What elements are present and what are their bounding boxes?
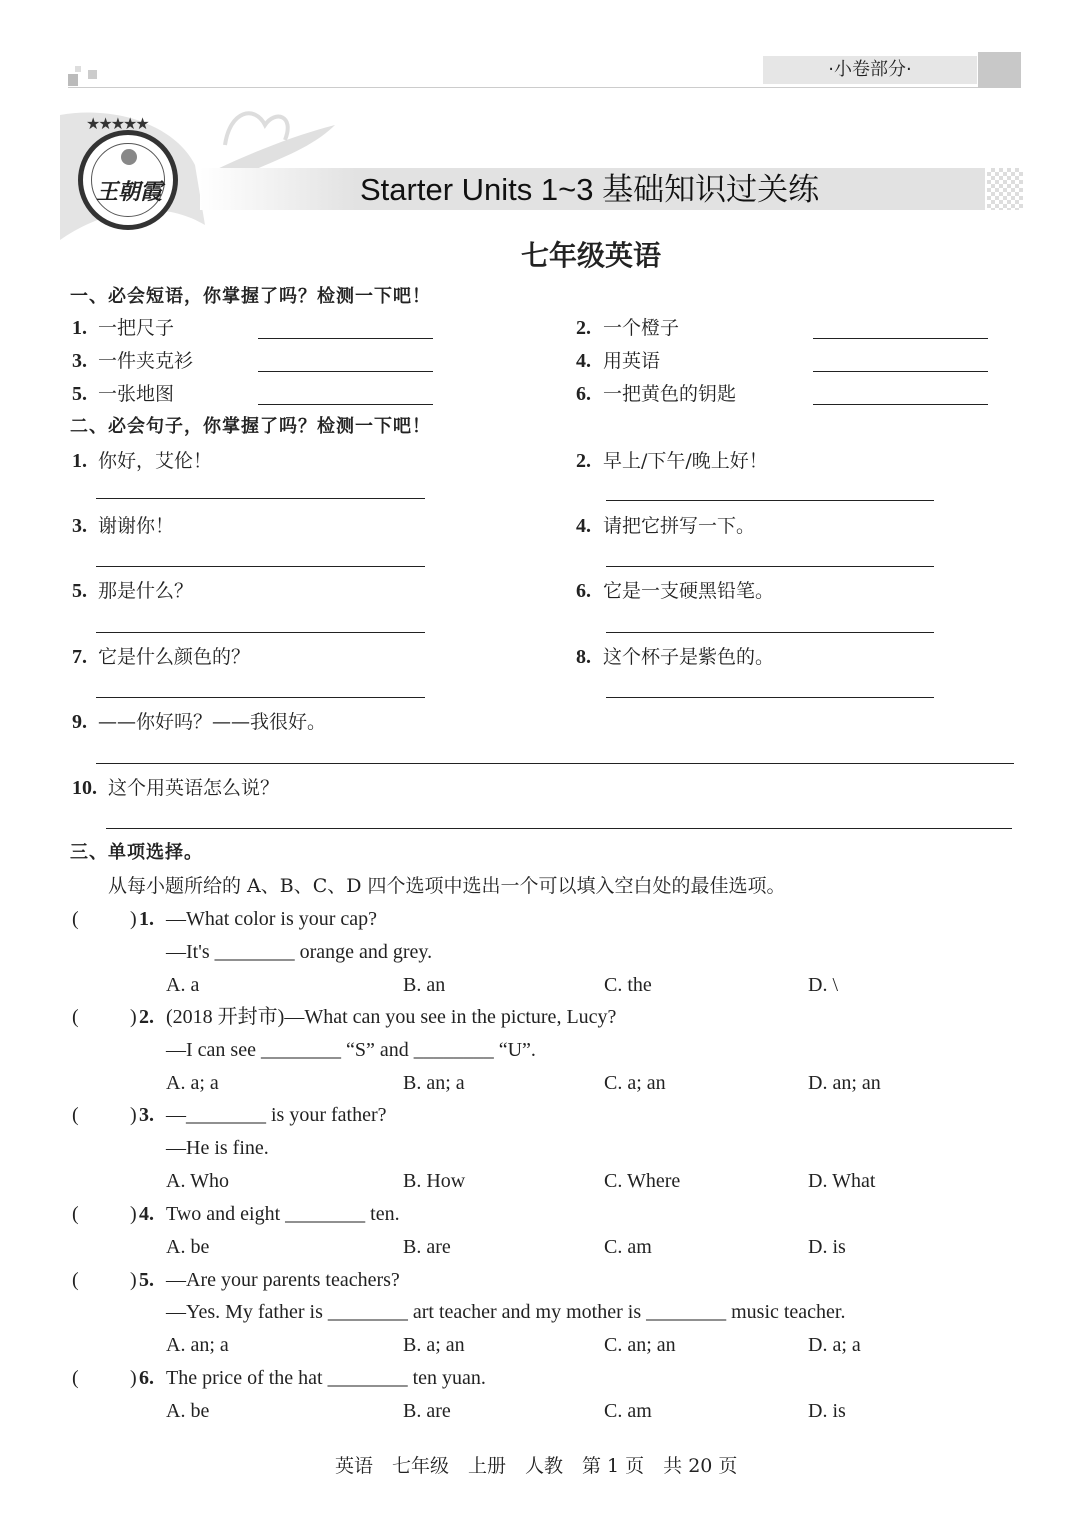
option-b[interactable]: B. an — [403, 974, 446, 996]
option-c[interactable]: C. Where — [604, 1170, 681, 1192]
option-b[interactable]: B. are — [403, 1236, 451, 1258]
section3-title: 三、单项选择。 — [70, 842, 203, 863]
question-line: Two and eight ________ ten. — [166, 1203, 400, 1225]
section-tag-block — [978, 52, 1021, 88]
question-line: —________ is your father? — [166, 1104, 387, 1126]
answer-blank[interactable] — [258, 371, 433, 372]
page-footer: 英语 七年级 上册 人教 第 1 页 共 20 页 — [335, 1455, 738, 1477]
answer-paren-open[interactable]: ( — [72, 1367, 79, 1389]
option-d[interactable]: D. a; a — [808, 1334, 861, 1356]
answer-blank[interactable] — [813, 338, 988, 339]
option-d[interactable]: D. is — [808, 1236, 846, 1258]
answer-line[interactable] — [606, 500, 934, 501]
item-text: 一件夹克衫 — [98, 350, 194, 372]
item-number: 3. — [72, 515, 87, 537]
logo-seal — [78, 130, 178, 230]
item-number: 7. — [72, 646, 87, 668]
answer-paren-close[interactable]: ) — [130, 1104, 137, 1126]
item-text: 请把它拼写一下。 — [603, 515, 756, 537]
answer-line[interactable] — [96, 498, 425, 499]
logo-text: 王朝霞 — [95, 179, 162, 205]
question-line: —What color is your cap? — [166, 908, 378, 930]
option-b[interactable]: B. How — [403, 1170, 466, 1192]
item-number: 4. — [576, 515, 591, 537]
item-number: 6. — [576, 580, 591, 602]
answer-paren-close[interactable]: ) — [130, 1006, 137, 1028]
question-number: 6. — [139, 1367, 154, 1389]
question-line: —I can see ________ “S” and ________ “U”. — [166, 1039, 536, 1061]
answer-paren-close[interactable]: ) — [130, 1367, 137, 1389]
option-d[interactable]: D. an; an — [808, 1072, 881, 1094]
option-c[interactable]: C. the — [604, 974, 652, 996]
logo-stars-icon: ★★★★★ — [86, 114, 148, 133]
option-d[interactable]: D. \ — [808, 974, 838, 996]
item-number: 10. — [72, 777, 97, 799]
option-b[interactable]: B. are — [403, 1400, 451, 1422]
item-number: 2. — [576, 450, 591, 472]
item-text: 你好，艾伦！ — [98, 450, 213, 472]
option-a[interactable]: A. a — [166, 974, 200, 996]
section-tag: ·小卷部分· — [763, 56, 977, 84]
item-text: 一把尺子 — [98, 317, 175, 339]
question-number: 1. — [139, 908, 154, 930]
answer-paren-close[interactable]: ) — [130, 908, 137, 930]
item-text: 一个橙子 — [603, 317, 680, 339]
answer-blank[interactable] — [813, 371, 988, 372]
item-text: 用英语 — [603, 350, 661, 372]
option-a[interactable]: A. be — [166, 1236, 210, 1258]
answer-blank[interactable] — [813, 404, 988, 405]
answer-line[interactable] — [606, 566, 934, 567]
item-text: ——你好吗？——我很好。 — [98, 711, 327, 733]
option-c[interactable]: C. an; an — [604, 1334, 676, 1356]
answer-paren-open[interactable]: ( — [72, 1006, 79, 1028]
answer-line[interactable] — [106, 828, 1012, 829]
answer-paren-open[interactable]: ( — [72, 1269, 79, 1291]
item-text: 这个杯子是紫色的。 — [603, 646, 775, 668]
option-c[interactable]: C. am — [604, 1400, 652, 1422]
answer-blank[interactable] — [258, 404, 433, 405]
item-number: 5. — [72, 383, 87, 405]
question-number: 5. — [139, 1269, 154, 1291]
item-number: 1. — [72, 317, 87, 339]
answer-line[interactable] — [96, 632, 425, 633]
answer-line[interactable] — [606, 632, 934, 633]
page-subtitle: 七年级英语 — [521, 239, 662, 272]
item-text: 它是什么颜色的？ — [98, 646, 251, 668]
answer-paren-open[interactable]: ( — [72, 1203, 79, 1225]
header-rule — [68, 87, 1020, 88]
option-b[interactable]: B. a; an — [403, 1334, 465, 1356]
option-a[interactable]: A. Who — [166, 1170, 229, 1192]
option-a[interactable]: A. be — [166, 1400, 210, 1422]
item-number: 9. — [72, 711, 87, 733]
item-text: 它是一支硬黑铅笔。 — [603, 580, 775, 602]
item-number: 2. — [576, 317, 591, 339]
question-number: 4. — [139, 1203, 154, 1225]
section2-title: 二、必会句子，你掌握了吗？检测一下吧！ — [70, 416, 431, 437]
option-c[interactable]: C. am — [604, 1236, 652, 1258]
item-text: 那是什么？ — [98, 580, 194, 602]
section3-instruction: 从每小题所给的 A、B、C、D 四个选项中选出一个可以填入空白处的最佳选项。 — [108, 875, 786, 897]
answer-line[interactable] — [96, 697, 425, 698]
answer-paren-close[interactable]: ) — [130, 1269, 137, 1291]
answer-paren-close[interactable]: ) — [130, 1203, 137, 1225]
answer-paren-open[interactable]: ( — [72, 908, 79, 930]
question-line: —It's ________ orange and grey. — [166, 941, 433, 963]
item-text: 一把黄色的钥匙 — [603, 383, 737, 405]
option-a[interactable]: A. a; a — [166, 1072, 219, 1094]
item-text: 一张地图 — [98, 383, 175, 405]
answer-line[interactable] — [606, 697, 934, 698]
question-number: 3. — [139, 1104, 154, 1126]
question-line: (2018 开封市)—What can you see in the picture, Lucy? — [166, 1006, 617, 1028]
banner-checker-decoration — [987, 168, 1023, 210]
item-text: 这个用英语怎么说？ — [108, 777, 280, 799]
item-number: 8. — [576, 646, 591, 668]
item-text: 谢谢你！ — [98, 515, 175, 537]
logo-portrait-icon — [121, 149, 137, 165]
question-line: —Are your parents teachers? — [166, 1269, 400, 1291]
question-line: The price of the hat ________ ten yuan. — [166, 1367, 486, 1389]
option-d[interactable]: D. is — [808, 1400, 846, 1422]
item-text: 早上/下午/晚上好！ — [603, 450, 768, 472]
answer-line[interactable] — [96, 763, 1014, 764]
option-a[interactable]: A. an; a — [166, 1334, 229, 1356]
item-number: 3. — [72, 350, 87, 372]
question-line: —He is fine. — [166, 1137, 269, 1159]
answer-blank[interactable] — [258, 338, 433, 339]
option-c[interactable]: C. a; an — [604, 1072, 666, 1094]
item-number: 1. — [72, 450, 87, 472]
answer-paren-open[interactable]: ( — [72, 1104, 79, 1126]
answer-line[interactable] — [96, 566, 425, 567]
section1-title: 一、必会短语，你掌握了吗？检测一下吧！ — [70, 286, 431, 307]
item-number: 5. — [72, 580, 87, 602]
question-line: —Yes. My father is ________ art teacher and my mother is ________ music teacher. — [166, 1301, 846, 1323]
option-d[interactable]: D. What — [808, 1170, 876, 1192]
page-title: Starter Units 1~3 基础知识过关练 — [360, 172, 820, 207]
option-b[interactable]: B. an; a — [403, 1072, 465, 1094]
item-number: 4. — [576, 350, 591, 372]
question-number: 2. — [139, 1006, 154, 1028]
item-number: 6. — [576, 383, 591, 405]
